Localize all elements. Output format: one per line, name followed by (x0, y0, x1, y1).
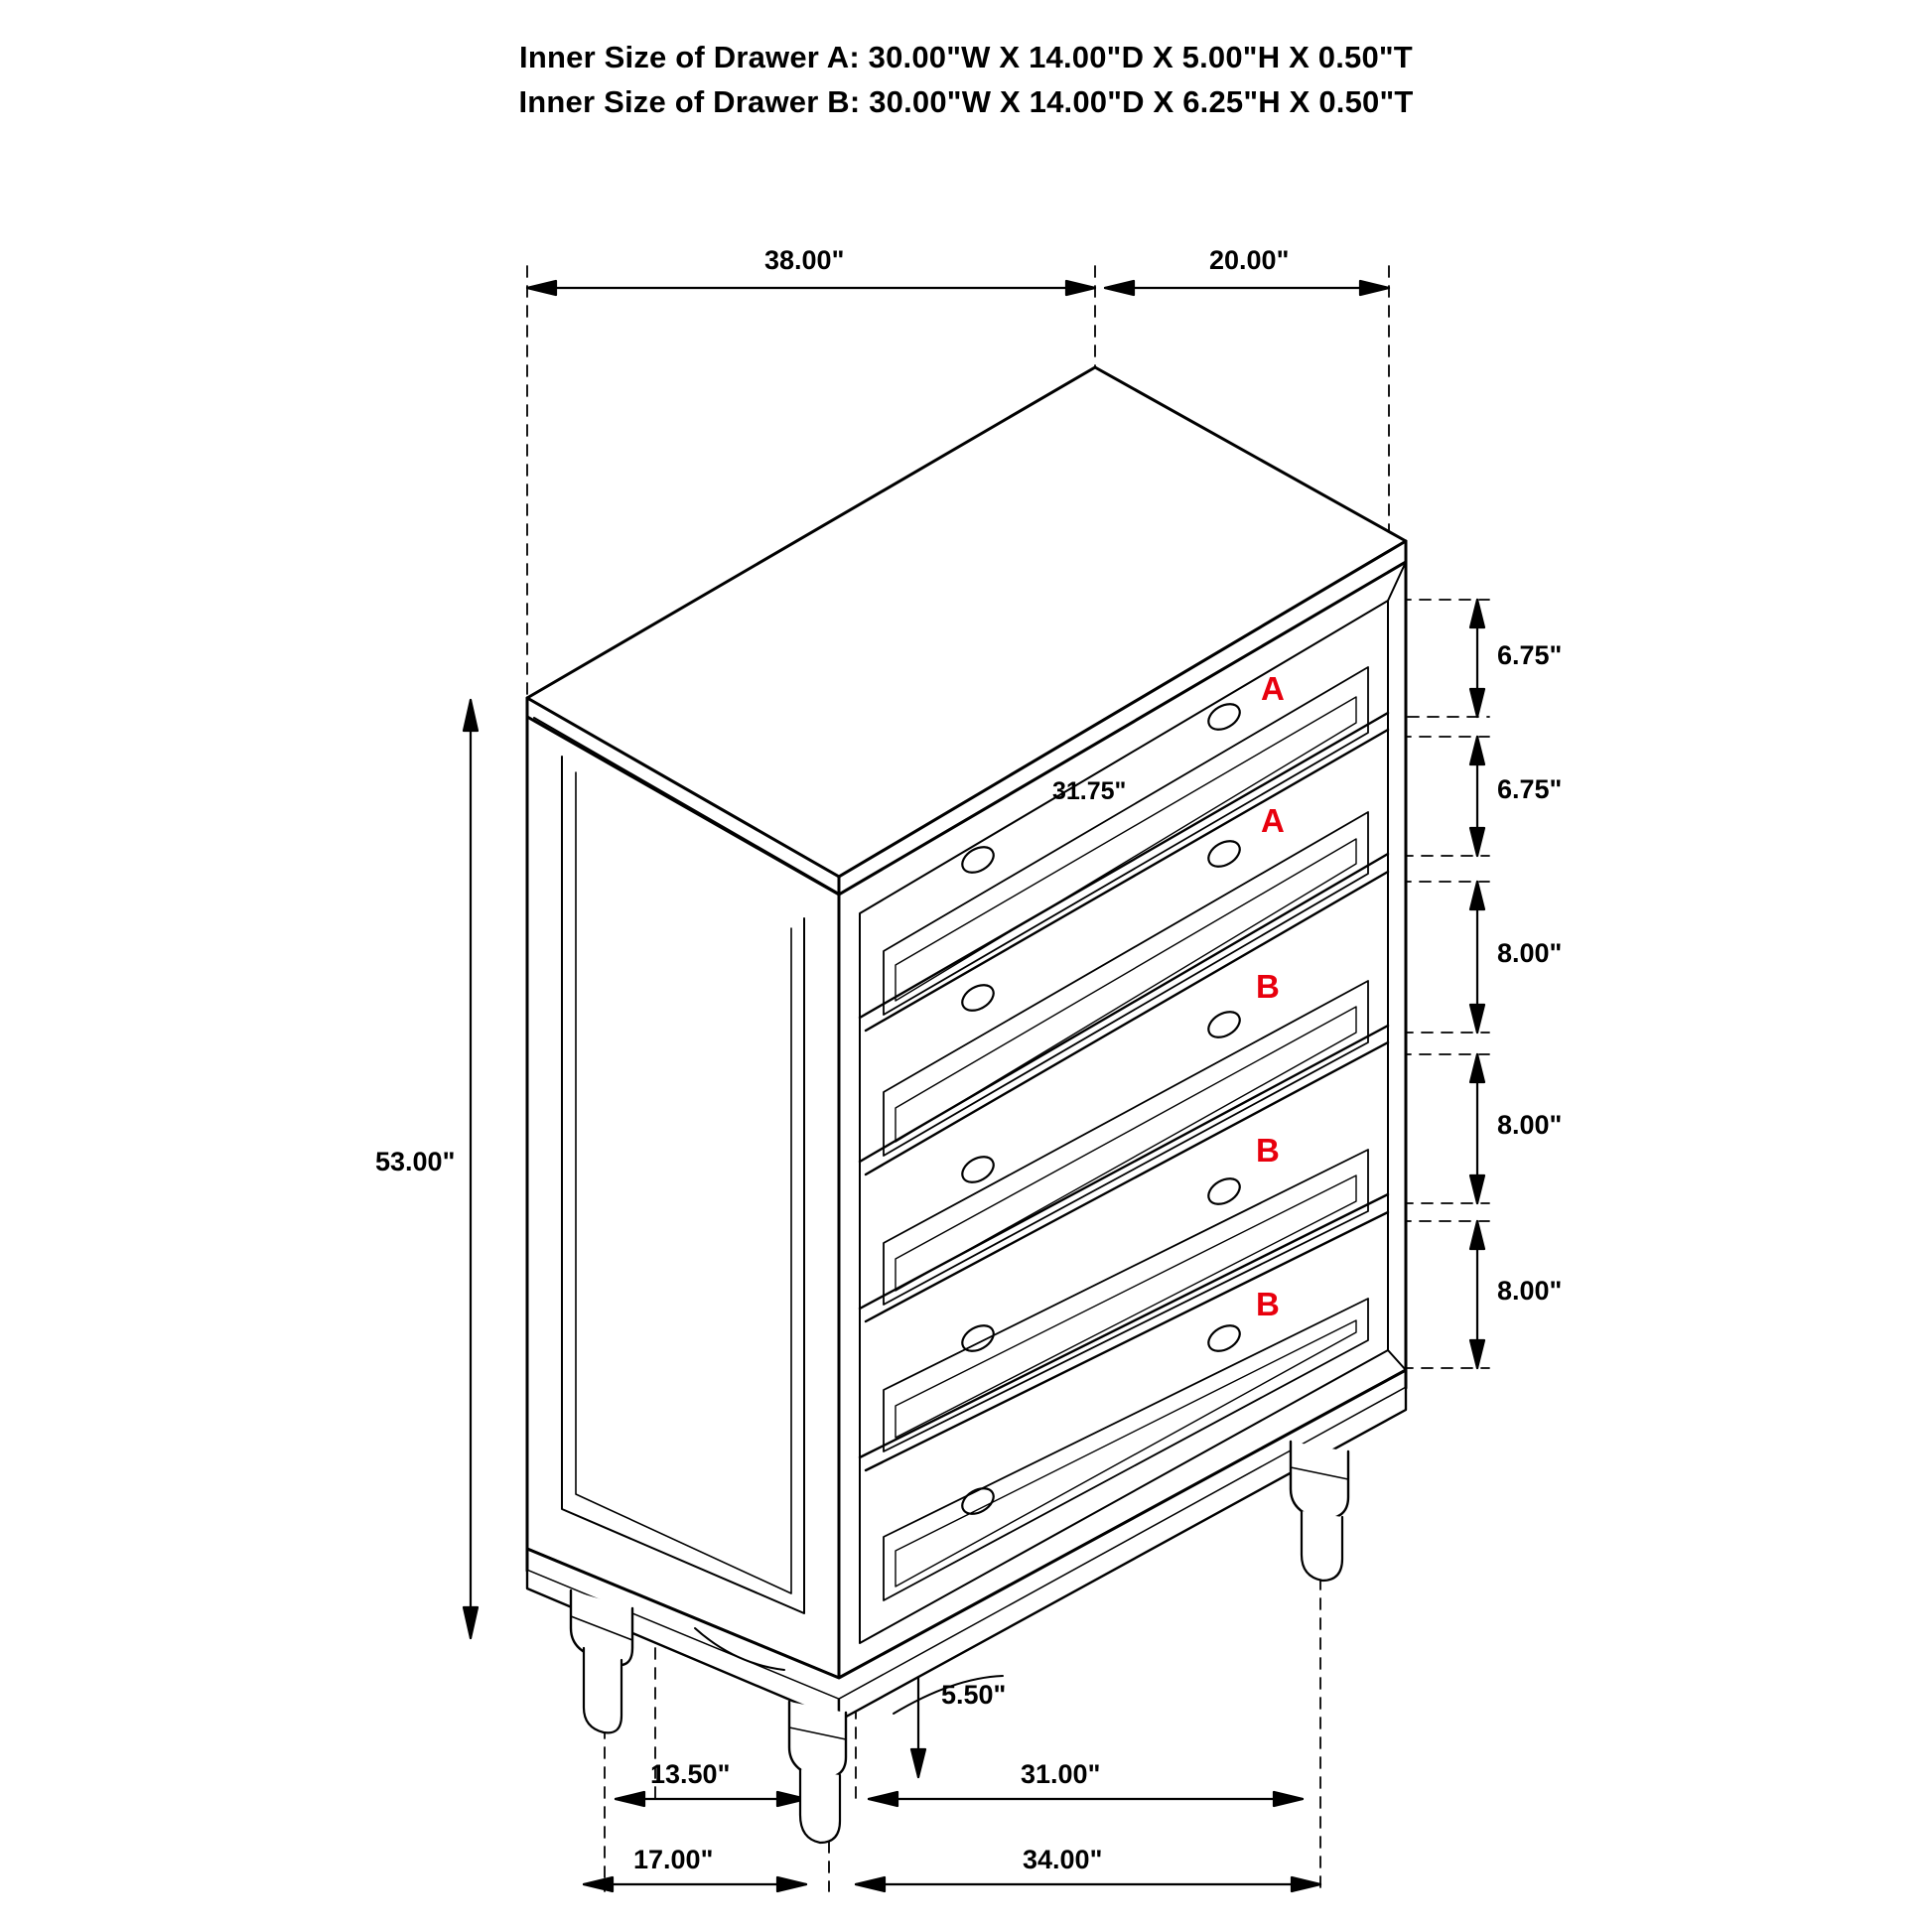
dim-foot-span-width: 31.00" (1021, 1759, 1101, 1789)
dim-base-depth: 17.00" (633, 1845, 714, 1874)
dim-base-width: 34.00" (1023, 1845, 1103, 1874)
header-line-a: Inner Size of Drawer A: 30.00"W X 14.00"D X 5.00"H X 0.50"T (519, 40, 1413, 74)
dim-foot-inset-depth: 13.50" (650, 1759, 731, 1789)
header-line-b: Inner Size of Drawer B: 30.00"W X 14.00"D X 6.25"H X 0.50"T (518, 83, 1414, 119)
dim-drawer-b1-height: 8.00" (1497, 938, 1563, 968)
dim-drawer-b2-height: 8.00" (1497, 1110, 1563, 1140)
dim-overall-height: 53.00" (375, 1147, 456, 1176)
dim-drawer-a1-height: 6.75" (1497, 640, 1563, 670)
dim-top-depth: 20.00" (1209, 245, 1290, 275)
drawer-label-4: B (1256, 1132, 1280, 1169)
dim-drawer-a2-height: 6.75" (1497, 774, 1563, 804)
dim-drawer-b3-height: 8.00" (1497, 1276, 1563, 1306)
drawer-label-3: B (1256, 968, 1280, 1005)
dim-drawer-front-width: 31.75" (1052, 777, 1127, 805)
drawer-label-1: A (1261, 670, 1285, 707)
dim-leg-height: 5.50" (941, 1680, 1007, 1710)
drawer-label-2: A (1261, 802, 1285, 839)
drawer-label-5: B (1256, 1286, 1280, 1322)
dim-top-width: 38.00" (764, 245, 845, 275)
